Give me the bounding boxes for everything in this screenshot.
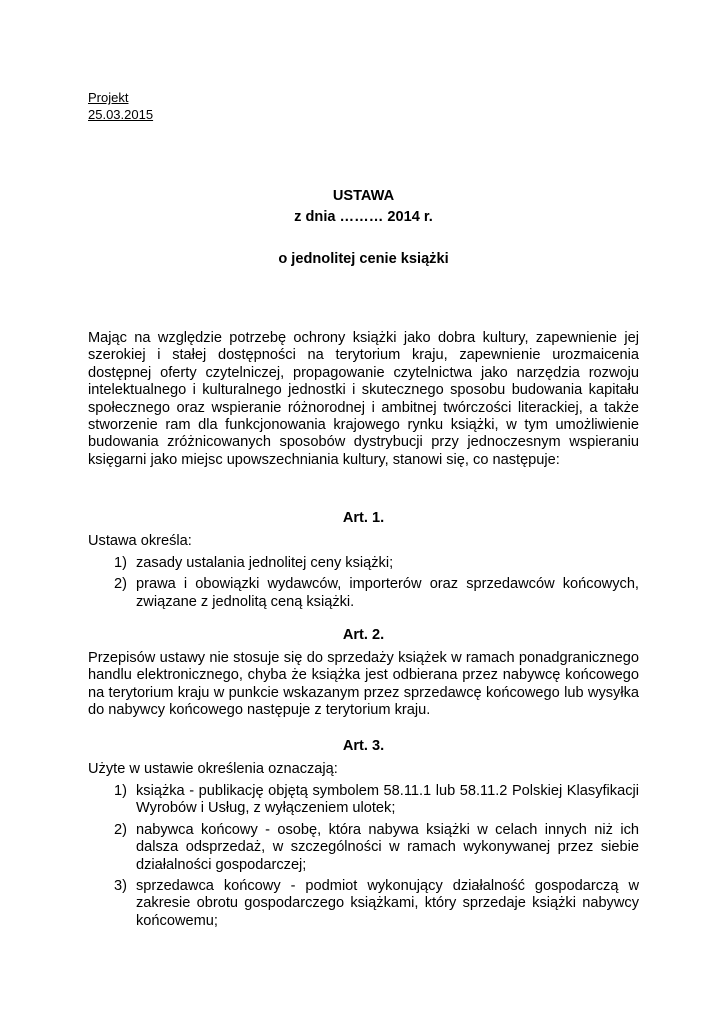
article-heading: Art. 1. <box>342 510 385 526</box>
act-title: USTAWA <box>332 188 395 204</box>
act-date-line: z dnia ……… 2014 r. <box>294 209 433 225</box>
list-text: nabywca końcowy - osobę, która nabywa książki w celach innych niż ich dalsza odsprzedaż, w szczególności w ramach wykonywanej przez siebie działalności gospodarczej; <box>136 821 639 873</box>
article-heading: Art. 2. <box>342 627 385 643</box>
list-number: 1) <box>114 783 127 799</box>
list-number: 2) <box>114 821 127 838</box>
project-header <box>88 89 153 123</box>
preamble: Mając na względzie potrzebę ochrony książki jako dobra kultury, zapewnienie jej szerokiej i stałej dostępności na terytorium kraju, zapewnienie urozmaicenia dostępnej oferty czytelniczej, propagowanie czytelnictwa jako narzędzia rozwoju intelektualnego i kulturalnego jednostki i skutecznego sposobu budowania kapitału społecznego oraz wspieranie różnorodnej i ambitnej twórczości literackiej, a także stworzenie ram dla funkcjonowania krajowego rynku książki, w tym umożliwienie budowania zróżnicowanych sposobów dystrybucji przy jednoczesnym wspieraniu księgarni jako miejsc upowszechniania kultury, stanowi się, co następuje: <box>88 330 639 468</box>
list-text: sprzedawca końcowy - podmiot wykonujący działalność gospodarczą w zakresie obrotu gospodarczego książkami, który sprzedaje książki nabywcy końcowemu; <box>136 878 639 929</box>
list-number: 1) <box>114 555 127 571</box>
project-date: 25.03.2015 <box>88 107 154 122</box>
list-item <box>88 555 639 572</box>
list-text: książka - publikację objętą symbolem 58.11.1 lub 58.11.2 Polskiej Klasyfikacji Wyrobów i Usług, z wyłączeniem ulotek; <box>136 783 639 817</box>
article-3 <box>88 738 639 930</box>
article-lead: Użyte w ustawie określenia oznaczają: <box>88 761 338 777</box>
article-heading: Art. 3. <box>342 738 385 754</box>
list-item <box>88 783 639 818</box>
list-item <box>88 576 639 611</box>
list-text: zasady ustalania jednolitej ceny książki; <box>136 555 394 571</box>
list-number: 2) <box>114 576 127 593</box>
project-label: Projekt <box>88 90 129 105</box>
list-item <box>88 822 639 874</box>
document-page <box>88 0 639 1024</box>
list-text: prawa i obowiązki wydawców, importerów oraz sprzedawców końcowych, związane z jednolitą ceną książki. <box>136 576 639 610</box>
list-item <box>88 878 639 930</box>
act-subject: o jednolitej cenie książki <box>278 251 449 267</box>
article-1 <box>88 510 639 611</box>
act-title-block <box>88 188 639 272</box>
article-2 <box>88 627 639 720</box>
list-number: 3) <box>114 878 127 895</box>
article-lead: Ustawa określa: <box>88 533 192 549</box>
article-text: Przepisów ustawy nie stosuje się do sprzedaży książek w ramach ponadgranicznego handlu elektronicznego, chyba że książka jest odbierana przez nabywcę końcowego na terytorium kraju w punkcie wskazanym przez sprzedawcę końcowego lub wysyłka do nabywcy końcowego następuje z terytorium kraju. <box>88 650 639 719</box>
